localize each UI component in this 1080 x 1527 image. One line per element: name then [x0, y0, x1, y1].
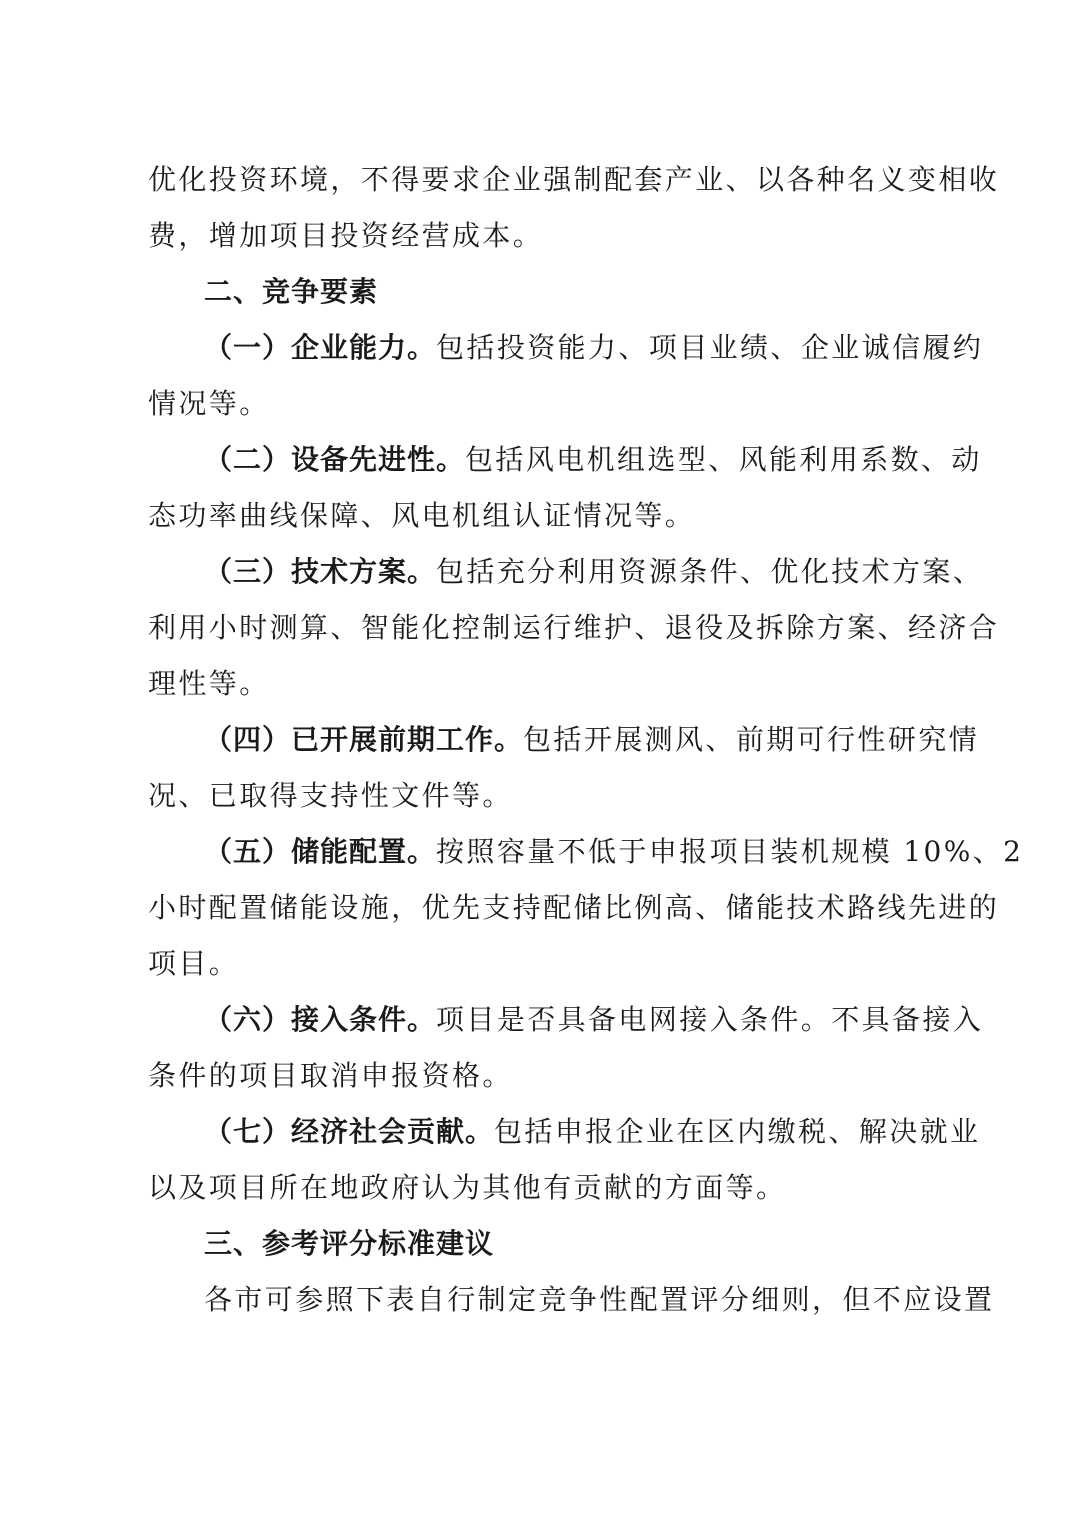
body-line: 项目。	[148, 947, 240, 980]
item-text: 包括充分利用资源条件、优化技术方案、	[436, 555, 984, 588]
body-line: 况、已取得支持性文件等。	[148, 779, 513, 812]
paragraph-line	[204, 1002, 983, 1038]
body-line: 以及项目所在地政府认为其他有贡献的方面等。	[148, 1171, 787, 1204]
item-text: 包括投资能力、项目业绩、企业诚信履约	[436, 331, 984, 364]
body-line: 各市可参照下表自行制定竞争性配置评分细则，但不应设置	[204, 1283, 995, 1316]
body-line: 小时配置储能设施，优先支持配储比例高、储能技术路线先进的	[148, 891, 1000, 924]
body-line: 理性等。	[148, 667, 270, 700]
paragraph-line	[204, 1114, 980, 1150]
paragraph-line	[204, 330, 983, 366]
paragraph-line	[204, 554, 983, 590]
item-text: 按照容量不低于申报项目装机规模 10%、2	[436, 835, 1024, 868]
item-title: （三）技术方案。	[204, 555, 437, 588]
body-line: 利用小时测算、智能化控制运行维护、退役及拆除方案、经济合	[148, 611, 1000, 644]
body-line: 费，增加项目投资经营成本。	[148, 219, 544, 252]
item-text: 项目是否具备电网接入条件。不具备接入	[436, 1003, 984, 1036]
body-line: 条件的项目取消申报资格。	[148, 1059, 513, 1092]
body-line: 态功率曲线保障、风电机组认证情况等。	[148, 499, 696, 532]
item-text: 包括申报企业在区内缴税、解决就业	[494, 1115, 981, 1148]
paragraph-line	[204, 834, 1023, 870]
section-heading: 三、参考评分标准建议	[204, 1227, 495, 1260]
item-text: 包括风电机组选型、风能利用系数、动	[465, 443, 982, 476]
paragraph-line	[204, 722, 979, 758]
item-title: （六）接入条件。	[204, 1003, 437, 1036]
item-title: （一）企业能力。	[204, 331, 437, 364]
paragraph-line	[204, 442, 982, 478]
body-line: 优化投资环境，不得要求企业强制配套产业、以各种名义变相收	[148, 163, 1000, 196]
item-title: （七）经济社会贡献。	[204, 1115, 495, 1148]
item-title: （四）已开展前期工作。	[204, 723, 524, 756]
section-heading: 二、竞争要素	[204, 275, 379, 308]
body-line: 情况等。	[148, 387, 270, 420]
item-title: （二）设备先进性。	[204, 443, 466, 476]
item-title: （五）储能配置。	[204, 835, 437, 868]
item-text: 包括开展测风、前期可行性研究情	[523, 723, 980, 756]
